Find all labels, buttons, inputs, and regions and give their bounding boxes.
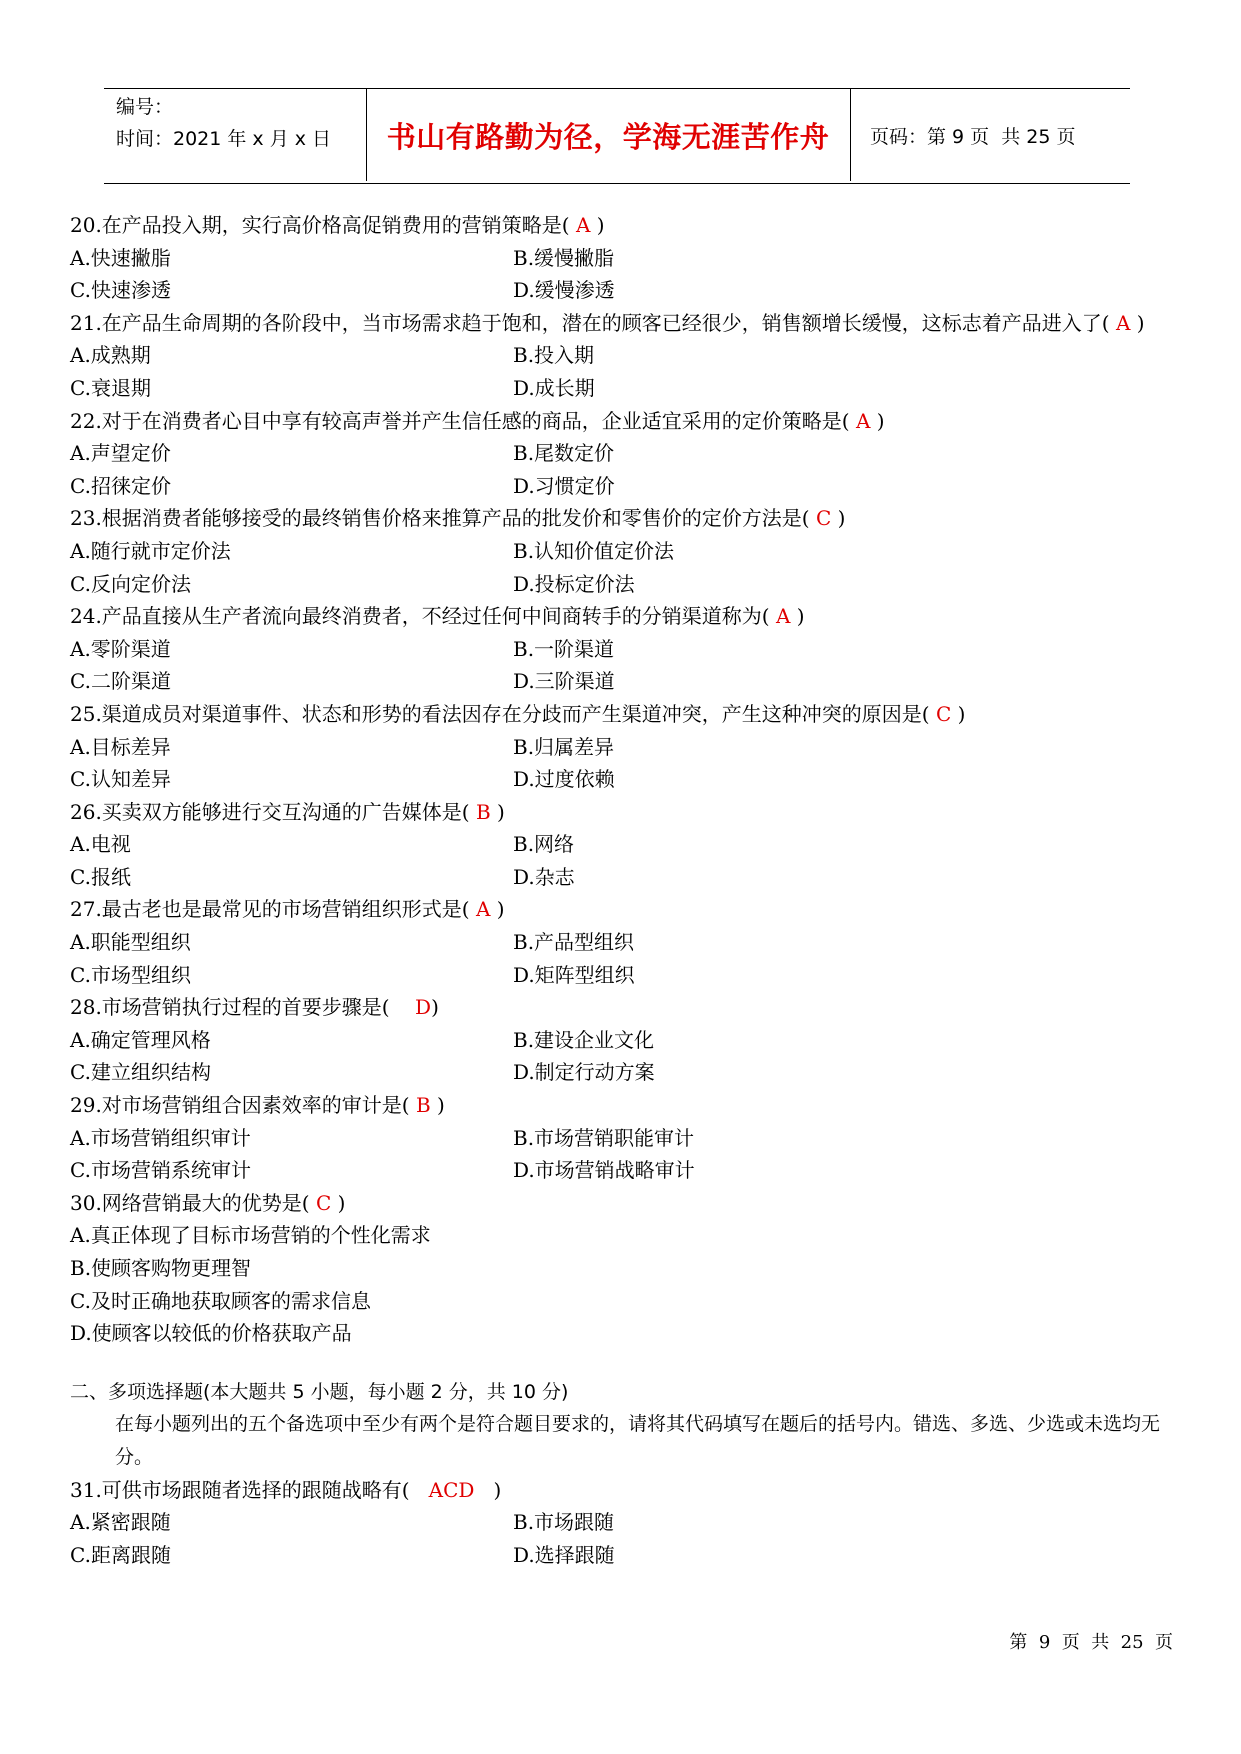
question-stem: 31.可供市场跟随者选择的跟随战略有( ACD ) xyxy=(70,1477,502,1502)
option-row xyxy=(70,861,1180,894)
option-row xyxy=(70,665,1180,698)
option: B.市场营销职能审计 xyxy=(513,1125,695,1150)
exam-content xyxy=(70,209,1180,1571)
option-row xyxy=(70,633,1180,666)
option: C.快速渗透 xyxy=(70,278,171,303)
option: D.习惯定价 xyxy=(513,473,615,498)
option: B.建设企业文化 xyxy=(513,1027,655,1052)
option: C.报纸 xyxy=(70,864,131,889)
option-row xyxy=(70,1154,1180,1187)
option-row xyxy=(70,1539,1180,1572)
option: A.职能型组织 xyxy=(70,930,191,955)
option-row xyxy=(70,1122,1180,1155)
answer-mark: C xyxy=(309,1190,338,1215)
option-row xyxy=(70,470,1180,503)
option: D.矩阵型组织 xyxy=(513,962,635,987)
option: D.使顾客以较低的价格获取产品 xyxy=(70,1321,352,1346)
option: A.确定管理风格 xyxy=(70,1027,211,1052)
option: A.目标差异 xyxy=(70,734,171,759)
question-stem: 30.网络营销最大的优势是( C ) xyxy=(70,1190,346,1215)
option: B.认知价值定价法 xyxy=(513,538,675,563)
section-instruction: 在每小题列出的五个备选项中至少有两个是符合题目要求的，请将其代码填写在题后的括号内。错选、多选、少选或未选均无分。 xyxy=(115,1413,1161,1468)
option-row xyxy=(70,568,1180,601)
answer-mark: B xyxy=(409,1093,438,1118)
option: C.反向定价法 xyxy=(70,571,191,596)
header-divider xyxy=(850,89,851,181)
time-label: 时间：2021 年 x 月 x 日 xyxy=(116,128,332,150)
number-label: 编号： xyxy=(116,96,174,118)
option: D.成长期 xyxy=(513,375,595,400)
option: A.电视 xyxy=(70,832,131,857)
option-row xyxy=(70,763,1180,796)
option: D.过度依赖 xyxy=(513,767,615,792)
option: A.真正体现了目标市场营销的个性化需求 xyxy=(70,1223,431,1248)
option: A.随行就市定价法 xyxy=(70,538,231,563)
header-meta xyxy=(116,91,364,181)
option: B.市场跟随 xyxy=(513,1510,615,1535)
answer-mark: C xyxy=(809,506,838,531)
option: C.及时正确地获取顾客的需求信息 xyxy=(70,1288,371,1313)
option-row xyxy=(70,437,1180,470)
question-stem: 22.对于在消费者心目中享有较高声誉并产生信任感的商品，企业适宜采用的定价策略是( A ) xyxy=(70,408,885,433)
option: C.市场型组织 xyxy=(70,962,191,987)
answer-mark: B xyxy=(469,799,498,824)
page-footer: 第 9 页 共 25 页 xyxy=(1009,1632,1173,1653)
option: A.紧密跟随 xyxy=(70,1510,171,1535)
question-stem: 25.渠道成员对渠道事件、状态和形势的看法因存在分歧而产生渠道冲突，产生这种冲突的原因是( C ) xyxy=(70,701,966,726)
option: B.一阶渠道 xyxy=(513,636,615,661)
question-stem: 29.对市场营销组合因素效率的审计是( B ) xyxy=(70,1093,445,1118)
header-motto: 书山有路勤为径，学海无涯苦作舟 xyxy=(386,119,830,154)
option-row xyxy=(70,731,1180,764)
option-row xyxy=(70,242,1180,275)
question-stem: 23.根据消费者能够接受的最终销售价格来推算产品的批发价和零售价的定价方法是( C ) xyxy=(70,506,846,531)
option: A.快速撇脂 xyxy=(70,245,171,270)
option-row xyxy=(70,535,1180,568)
page-header xyxy=(104,88,1130,184)
option-row xyxy=(70,1506,1180,1539)
answer-mark: D xyxy=(389,995,432,1020)
option: B.使顾客购物更理智 xyxy=(70,1256,252,1280)
page-code: 页码：第 9 页 共 25 页 xyxy=(870,125,1076,148)
option-row xyxy=(70,372,1180,405)
option: B.网络 xyxy=(513,832,575,857)
option: A.成熟期 xyxy=(70,343,151,368)
option: D.市场营销战略审计 xyxy=(513,1158,695,1183)
option-row xyxy=(70,926,1180,959)
option: B.尾数定价 xyxy=(513,441,615,466)
option: C.建立组织结构 xyxy=(70,1060,211,1085)
question-stem: 24.产品直接从生产者流向最终消费者，不经过任何中间商转手的分销渠道称为( A ) xyxy=(70,604,805,629)
answer-mark: C xyxy=(929,701,958,726)
option: C.距离跟随 xyxy=(70,1542,171,1567)
answer-mark: A xyxy=(769,604,797,629)
answer-mark: ACD xyxy=(409,1477,488,1502)
question-stem: 21.在产品生命周期的各阶段中，当市场需求趋于饱和，潜在的顾客已经很少，销售额增长缓慢，这标志着产品进入了( A ) xyxy=(70,310,1145,335)
option: C.衰退期 xyxy=(70,375,151,400)
answer-mark: A xyxy=(1109,310,1137,335)
question-stem: 20.在产品投入期，实行高价格高促销费用的营销策略是( A ) xyxy=(70,213,605,237)
option: B.归属差异 xyxy=(513,734,615,759)
option: C.招徕定价 xyxy=(70,473,171,498)
option: B.缓慢撇脂 xyxy=(513,245,615,270)
option: D.杂志 xyxy=(513,864,575,889)
option-row xyxy=(70,828,1180,861)
option: C.认知差异 xyxy=(70,767,171,792)
option: D.缓慢渗透 xyxy=(513,278,615,303)
option-row xyxy=(70,274,1180,307)
option-row xyxy=(70,1024,1180,1057)
question-stem: 27.最古老也是最常见的市场营销组织形式是( A ) xyxy=(70,897,505,922)
option: D.三阶渠道 xyxy=(513,669,615,694)
option: B.产品型组织 xyxy=(513,930,635,955)
answer-mark: A xyxy=(569,213,597,237)
question-stem: 26.买卖双方能够进行交互沟通的广告媒体是( B ) xyxy=(70,799,505,824)
option-row xyxy=(70,959,1180,992)
answer-mark: A xyxy=(849,408,877,433)
option-row xyxy=(70,1056,1180,1089)
option: B.投入期 xyxy=(513,343,595,368)
question-stem: 28.市场营销执行过程的首要步骤是( D) xyxy=(70,995,439,1020)
option: C.二阶渠道 xyxy=(70,669,171,694)
option: A.声望定价 xyxy=(70,441,171,466)
option-row xyxy=(70,339,1180,372)
option: C.市场营销系统审计 xyxy=(70,1158,251,1183)
option: A.市场营销组织审计 xyxy=(70,1125,251,1150)
answer-mark: A xyxy=(469,897,497,922)
option: D.选择跟随 xyxy=(513,1542,615,1567)
option: D.投标定价法 xyxy=(513,571,635,596)
section-title: 二、多项选择题(本大题共 5 小题，每小题 2 分，共 10 分) xyxy=(70,1380,569,1403)
option: D.制定行动方案 xyxy=(513,1060,655,1085)
option: A.零阶渠道 xyxy=(70,636,171,661)
